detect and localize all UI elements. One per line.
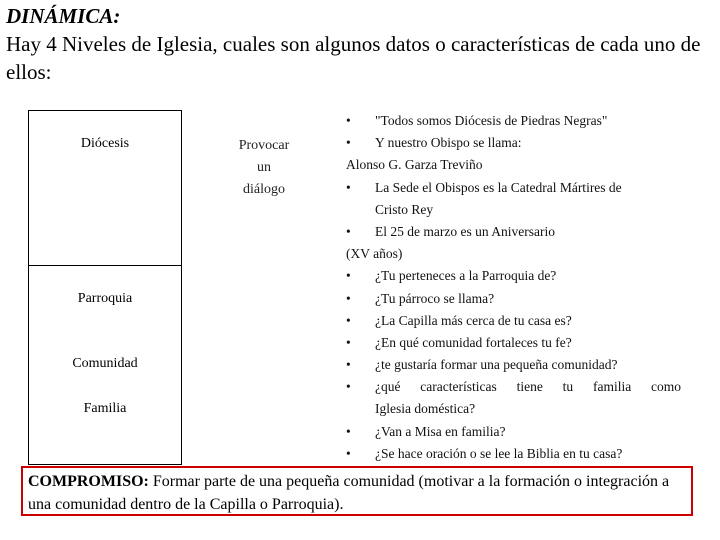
bullet-icon: • (346, 357, 351, 373)
bullet-icon: • (346, 334, 351, 350)
list-item (346, 310, 681, 332)
compromiso-label: COMPROMISO: (28, 473, 149, 490)
list-item-text: ¿Tu párroco se llama? (375, 290, 495, 306)
list-item (346, 421, 681, 443)
list-item-text: ¿Se hace oración o se lee la Biblia en tu casa? (375, 445, 623, 461)
list-item-text: Alonso G. Garza Treviño (346, 157, 483, 173)
compromiso-text: Formar parte de una pequeña comunidad (motivar a la formación o integración a una comunidad dentro de la Capilla o Parroquia). (28, 473, 670, 513)
level-diocesis: Diócesis (80, 136, 130, 151)
list-item (346, 376, 681, 398)
list-item (346, 132, 681, 154)
list-item (346, 288, 681, 310)
list-item (346, 443, 681, 465)
list-item (346, 243, 681, 265)
list-item-text: ¿Van a Misa en familia? (375, 423, 506, 439)
list-item-text: (XV años) (346, 246, 403, 262)
bullet-icon: • (346, 113, 351, 128)
church-levels-pyramid (28, 110, 182, 465)
level-comunidad: Comunidad (72, 356, 138, 371)
bullet-icon: • (346, 312, 351, 328)
list-item-text: ¿La Capilla más cerca de tu casa es? (375, 312, 572, 328)
list-item (346, 221, 681, 243)
bullet-icon: • (346, 445, 351, 461)
bullet-icon: • (346, 290, 351, 306)
bullet-icon: • (346, 135, 351, 151)
bullet-icon: • (346, 268, 351, 284)
list-item-text: La Sede el Obispos es la Catedral Mártires de (375, 179, 622, 195)
bullet-icon: • (346, 379, 351, 395)
level-parroquia: Parroquia (77, 291, 133, 306)
list-item-text: ¿En qué comunidad fortaleces tu fe? (375, 334, 572, 350)
dinamica-title: DINÁMICA: (6, 4, 121, 28)
bullet-icon: • (346, 423, 351, 439)
list-item-text: ¿te gustaría formar una pequeña comunidad? (375, 357, 618, 373)
provocar-dialogo (214, 135, 314, 201)
list-item-text: Cristo Rey (375, 201, 434, 217)
header (6, 2, 711, 86)
provocar-line-3: diálogo (243, 182, 285, 197)
intro-text: Hay 4 Niveles de Iglesia, cuales son algunos datos o características de cada uno de ellos: (6, 32, 701, 84)
list-item (346, 199, 681, 221)
provocar-line-1: Provocar (238, 138, 290, 153)
list-item (346, 398, 681, 420)
list-item-text: "Todos somos Diócesis de Piedras Negras" (375, 113, 608, 128)
list-item (346, 177, 681, 199)
list-item-text: ¿qué características tiene tu familia como (375, 379, 681, 395)
list-item (346, 332, 681, 354)
level-info-list (346, 110, 681, 465)
list-item (346, 265, 681, 287)
list-item (346, 154, 681, 176)
list-item-text: Y nuestro Obispo se llama: (375, 135, 522, 151)
level-familia: Familia (83, 401, 127, 416)
provocar-line-2: un (257, 160, 271, 175)
list-item-text: ¿Tu perteneces a la Parroquia de? (375, 268, 557, 284)
list-item (346, 354, 681, 376)
bullet-icon: • (346, 223, 351, 239)
list-item (346, 110, 681, 132)
bullet-icon: • (346, 179, 351, 195)
compromiso-box (21, 466, 693, 516)
list-item-text: Iglesia doméstica? (375, 401, 476, 417)
list-item-text: El 25 de marzo es un Aniversario (375, 223, 555, 239)
